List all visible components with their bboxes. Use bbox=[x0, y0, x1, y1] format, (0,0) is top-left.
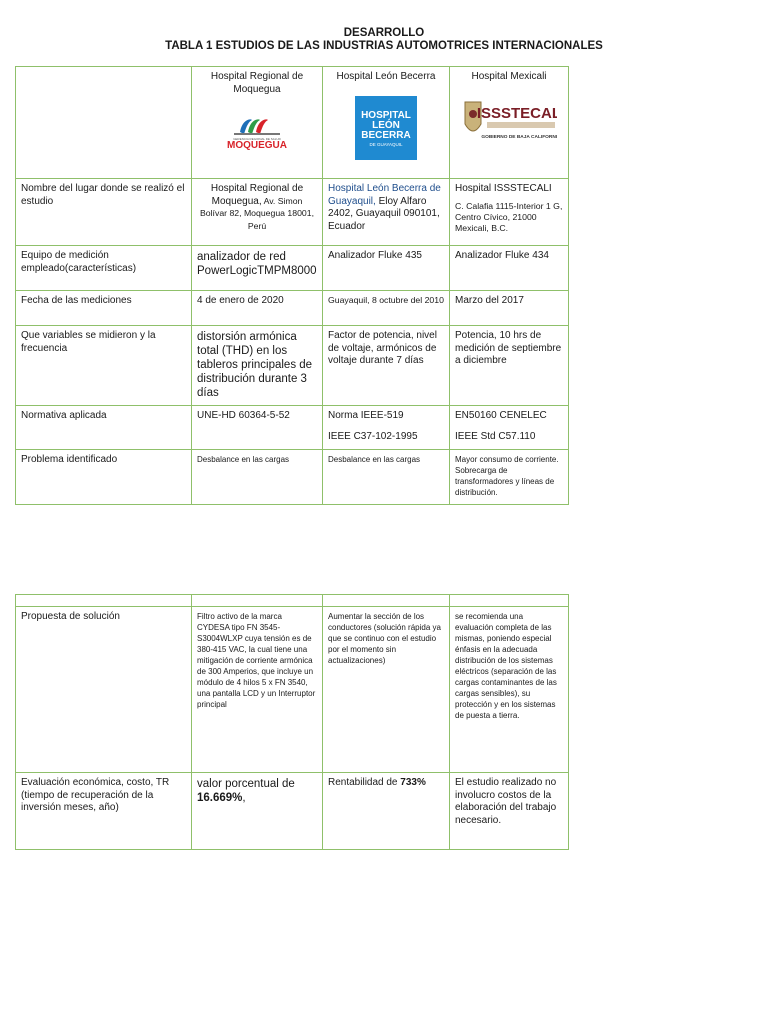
empty-cell bbox=[450, 595, 569, 607]
table-cell: UNE-HD 60364-5-52 bbox=[192, 406, 323, 450]
table-cell: Desbalance en las cargas bbox=[192, 450, 323, 505]
leon-logo-line2: LEÓN bbox=[372, 119, 400, 131]
hospital-name: Hospital León Becerra bbox=[336, 71, 436, 82]
empty-cell bbox=[16, 595, 192, 607]
moquegua-logo-graphic bbox=[220, 112, 294, 152]
table-cell bbox=[450, 179, 569, 246]
row-label: Equipo de medición empleado(características) bbox=[16, 246, 192, 291]
row-label: Que variables se midieron y la frecuencia bbox=[16, 326, 192, 406]
table-cell: Factor de potencia, nivel de voltaje, armónicos de voltaje durante 7 días bbox=[323, 326, 450, 406]
table-row bbox=[16, 291, 569, 326]
row-label: Evaluación económica, costo, TR (tiempo de recuperación de la inversión meses, año) bbox=[16, 773, 192, 850]
leon-logo-line3: BECERRA bbox=[361, 129, 411, 141]
table-cell: Mayor consumo de corriente. Sobrecarga de transformadores y líneas de distribución. bbox=[450, 450, 569, 505]
table-cell bbox=[450, 406, 569, 450]
hospital-name: Hospital Mexicali bbox=[471, 71, 547, 82]
hospital-moquegua-header bbox=[192, 67, 323, 179]
table-row bbox=[16, 773, 569, 850]
table-row bbox=[16, 607, 569, 773]
cell-address-text: C. Calafia 1115-Interior 1 G, Centro Cívico, 21000 Mexicali, B.C. bbox=[455, 200, 563, 234]
issstecali-logo-small: GOBIERNO DE BAJA CALIFORNIA bbox=[481, 134, 557, 140]
table-cell: Desbalance en las cargas bbox=[323, 450, 450, 505]
cell-main-text: Hospital ISSSTECALI bbox=[455, 183, 552, 194]
hospital-mexicali-header bbox=[450, 67, 569, 179]
leon-logo-line1: HOSPITAL bbox=[361, 109, 411, 121]
cell-main-text: Hospital Regional de Moquegua, bbox=[210, 183, 304, 207]
moquegua-logo-small: GERENCIA REGIONAL DE SALUD bbox=[233, 137, 281, 141]
header-empty-cell bbox=[16, 67, 192, 179]
hospital-name: Hospital Regional de Moquegua bbox=[210, 71, 304, 95]
page-heading: DESARROLLO bbox=[343, 27, 425, 39]
row-label: Problema identificado bbox=[16, 450, 192, 505]
cell-text: Rentabilidad de bbox=[328, 777, 401, 788]
issstecali-logo-graphic bbox=[461, 94, 557, 148]
table-cell: analizador de red PowerLogicTMPM8000 bbox=[192, 246, 323, 291]
hospital-leon-becerra-header bbox=[323, 67, 450, 179]
cell-bold-value: 16.669% bbox=[197, 792, 243, 804]
leon-becerra-logo-graphic bbox=[355, 96, 417, 160]
moquegua-logo-text: MOQUEGUA bbox=[227, 140, 287, 151]
table-cell: 4 de enero de 2020 bbox=[192, 291, 323, 326]
table-row bbox=[16, 406, 569, 450]
table-cell: Analizador Fluke 435 bbox=[323, 246, 450, 291]
cell-text: valor porcentual de bbox=[197, 778, 295, 790]
norm-line: IEEE Std C57.110 bbox=[455, 430, 536, 442]
table-header-row bbox=[16, 595, 569, 607]
table-row bbox=[16, 179, 569, 246]
studies-table bbox=[15, 66, 569, 505]
table-row bbox=[16, 450, 569, 505]
table-cell bbox=[192, 179, 323, 246]
moquegua-logo bbox=[220, 112, 294, 157]
table-cell: Potencia, 10 hrs de medición de septiembre a diciembre bbox=[450, 326, 569, 406]
cell-address-text: Av. Simon Bolívar 82, Moquegua 18001, Perú bbox=[200, 195, 314, 231]
table-row bbox=[16, 326, 569, 406]
cell-main-text: Hospital León Becerra de Guayaquil, bbox=[328, 183, 441, 207]
row-label: Normativa aplicada bbox=[16, 406, 192, 450]
table-cell bbox=[323, 179, 450, 246]
cell-bold-value: 733% bbox=[400, 777, 426, 788]
table-cell: Filtro activo de la marca CYDESA tipo FN 3545-S3004WLXP cuya tensión es de 380-415 VAC, la cual tiene una mitigación de corriente armónica de 300 Amperios, que incluye un módulo de 4 hilos 5 x FN 3540, una pantalla LCD y un Interruptor principal bbox=[192, 607, 323, 773]
table-cell: Guayaquil, 8 octubre del 2010 bbox=[323, 291, 450, 326]
table-cell: El estudio realizado no involucro costos de la elaboración del trabajo necesario. bbox=[450, 773, 569, 850]
empty-cell bbox=[192, 595, 323, 607]
table-row bbox=[16, 246, 569, 291]
issstecali-logo bbox=[461, 94, 557, 153]
norm-line: IEEE C37-102-1995 bbox=[328, 430, 418, 442]
table-cell: Marzo del 2017 bbox=[450, 291, 569, 326]
table-cell bbox=[192, 773, 323, 850]
table-header-row bbox=[16, 67, 569, 179]
table-cell: Analizador Fluke 434 bbox=[450, 246, 569, 291]
norm-line: Norma IEEE-519 bbox=[328, 410, 404, 421]
empty-cell bbox=[323, 595, 450, 607]
table-title: TABLA 1 ESTUDIOS DE LAS INDUSTRIAS AUTOMOTRICES INTERNACIONALES bbox=[165, 40, 603, 52]
leon-logo-line4: DE GUAYAQUIL bbox=[369, 141, 403, 147]
table-cell: se recomienda una evaluación completa de las mismas, poniendo especial énfasis en la adecuada distribución de los sistemas eléctricos (separación de las cargas contaminantes de las cargas sensibles), su protección y en los sistemas de puesta a tierra. bbox=[450, 607, 569, 773]
row-label: Fecha de las mediciones bbox=[16, 291, 192, 326]
row-label: Nombre del lugar donde se realizó el estudio bbox=[16, 179, 192, 246]
table-cell: distorsión armónica total (THD) en los tableros principales de distribución durante 3 días bbox=[192, 326, 323, 406]
row-label: Propuesta de solución bbox=[16, 607, 192, 773]
studies-table-continued bbox=[15, 594, 569, 850]
issstecali-logo-text: ISSSTECALI bbox=[476, 104, 557, 122]
table-cell bbox=[323, 406, 450, 450]
table-cell: Aumentar la sección de los conductores (solución rápida ya que se continuo con el estudio por el momento sin actualizaciones) bbox=[323, 607, 450, 773]
table-cell bbox=[323, 773, 450, 850]
norm-line: EN50160 CENELEC bbox=[455, 410, 547, 421]
cell-text: , bbox=[242, 792, 246, 804]
leon-becerra-logo bbox=[355, 96, 417, 165]
cell-address-text: Eloy Alfaro 2402, Guayaquil 090101, Ecuador bbox=[328, 195, 440, 232]
